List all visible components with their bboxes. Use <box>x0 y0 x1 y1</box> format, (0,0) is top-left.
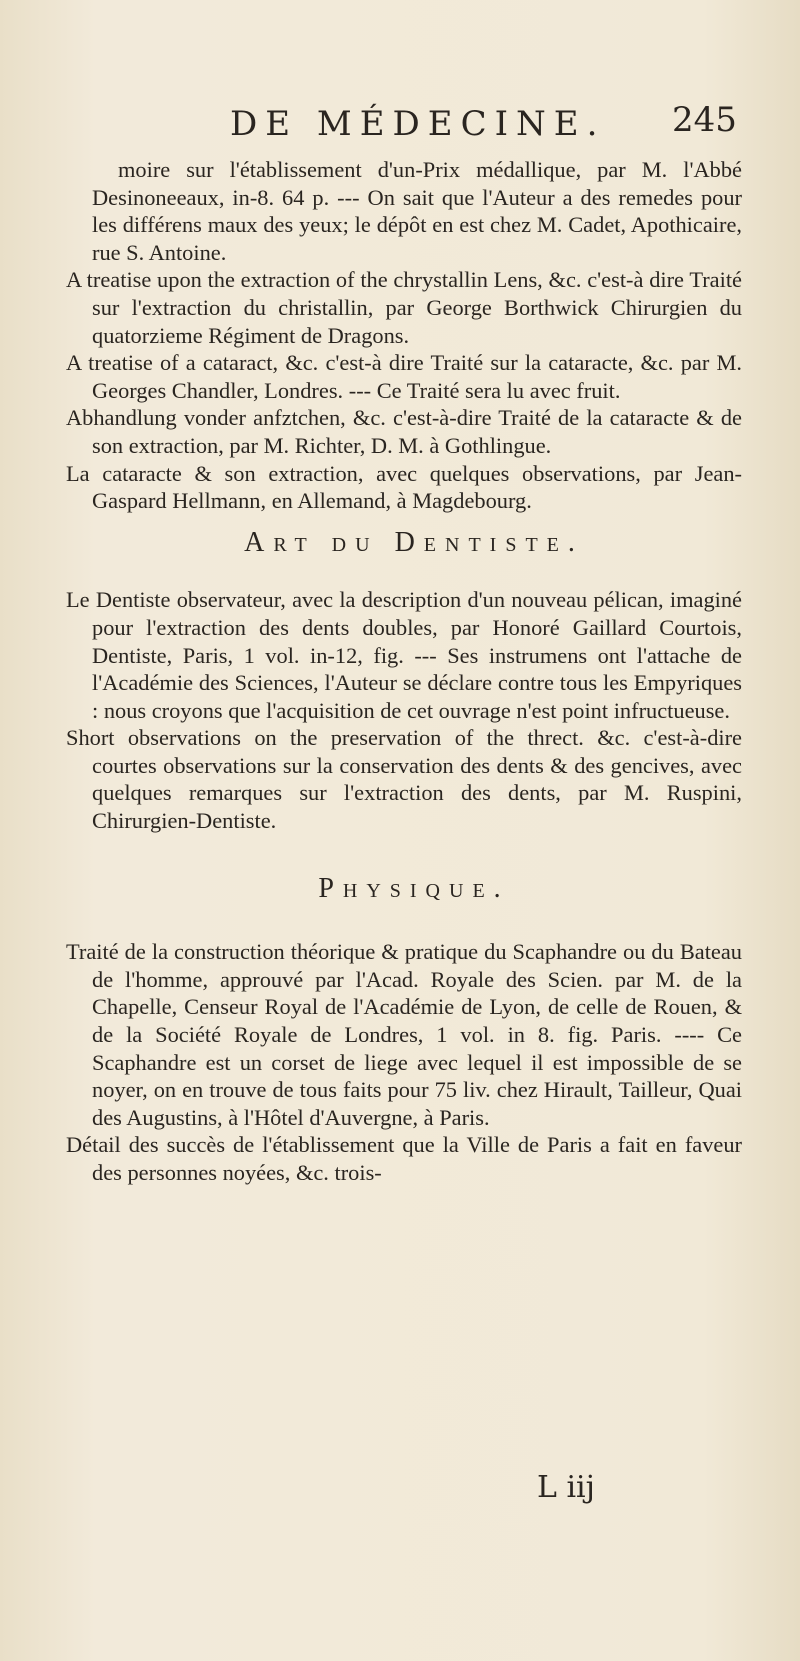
entry-courtois: Le Dentiste observateur, avec la description d'un nouveau pélican, imaginé pour l'extraction des dents doubles, par Honoré Gaillard Courtois, Dentiste, Paris, 1 vol. in-12, fig. --- Ses instrumens ont l'attache de l'Académie des Sciences, l'Auteur se déclare contre tous les Empyriques : nous croyons que l'acquisition de cet ouvrage n'est point infructueuse. <box>66 587 742 723</box>
running-head: DE MÉDECINE. <box>230 104 606 144</box>
entry-ruspini: Short observations on the preservation of the threct. &c. c'est-à-dire courtes observations sur la conservation des dents & des gencives, avec quelques remarques sur l'extraction des dents, par M. Ruspini, Chirurgien-Dentiste. <box>66 725 742 834</box>
section-title-physique: Physique. <box>318 872 510 904</box>
entry-hellmann: La cataracte & son extraction, avec quelques observations, par Jean-Gaspard Hellmann, en Allemand, à Magdebourg. <box>66 460 742 514</box>
entry-richter: Abhandlung vonder anfztchen, &c. c'est-à-dire Traité de la cataracte & de son extraction, par M. Richter, D. M. à Gothlingue. <box>66 405 742 458</box>
entry-noyees: Détail des succès de l'établissement que la Ville de Paris a fait en faveur des personnes noyées, &c. trois- <box>66 1132 742 1185</box>
entry-borthwick: A treatise upon the extraction of the chrystallin Lens, &c. c'est-à dire Traité sur l'extraction du christallin, par George Borthwick Chirurgien du quatorzieme Régiment de Dragons. <box>66 267 742 348</box>
page-number: 245 <box>672 100 737 140</box>
page-body <box>66 156 742 1187</box>
entry-chandler: A treatise of a cataract, &c. c'est-à dire Traité sur la cataracte, &c. par M. Georges Chandler, Londres. --- Ce Traité sera lu avec fruit. <box>66 350 742 403</box>
signature-mark: L iij <box>537 1470 595 1505</box>
entry-chapelle: Traité de la construction théorique & pratique du Scaphandre ou du Bateau de l'homme, approuvé par l'Acad. Royale des Scien. par M. de la Chapelle, Censeur Royal de l'Académie de Lyon, de celle de Rouen, & de la Société Royale de Londres, 1 vol. in 8. fig. Paris. ---- Ce Scaphandre est un corset de liege avec lequel il est impossible de se noyer, on en trouve de tous faits pour 75 liv. chez Hirault, Tailleur, Quai des Augustins, à l'Hôtel d'Auvergne, à Paris. <box>66 939 742 1130</box>
page-header <box>0 100 800 148</box>
section-title-dentiste: Art du Dentiste. <box>244 526 584 558</box>
entry-continued: moire sur l'établissement d'un-Prix médallique, par M. l'Abbé Desinoneeaux, in-8. 64 p. --- On sait que l'Auteur a des remedes pour les différens maux des yeux; le dépôt en est chez M. Cadet, Apothicaire, rue S. Antoine. <box>92 157 742 265</box>
